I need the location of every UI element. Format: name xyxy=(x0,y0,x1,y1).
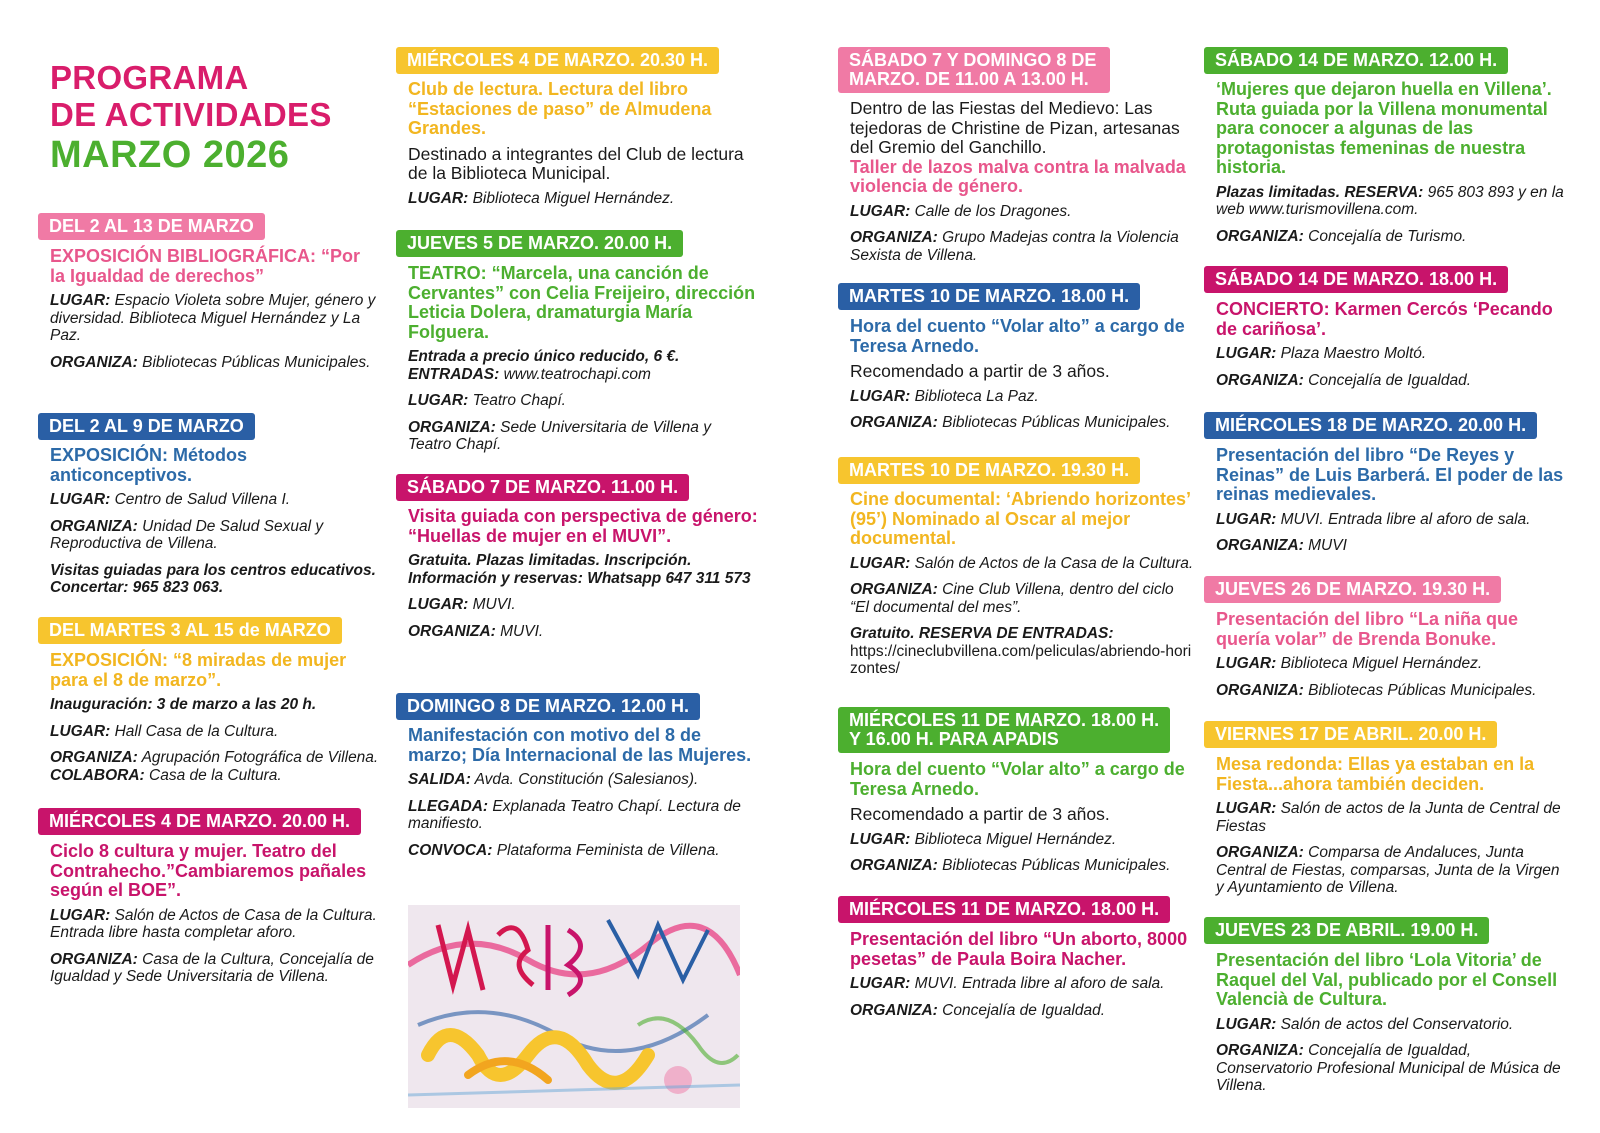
event-title: Hora del cuento “Volar alto” a cargo de Teresa Arnedo. xyxy=(850,759,1185,799)
event-place: LUGAR: Centro de Salud Villena I. xyxy=(50,491,291,508)
date-badge: SÁBADO 14 DE MARZO. 12.00 H. xyxy=(1204,47,1508,74)
event-block xyxy=(408,264,758,463)
event-organizer: ORGANIZA: Bibliotecas Públicas Municipales. xyxy=(50,353,371,371)
date-badge xyxy=(838,707,1170,753)
date-badge: MIÉRCOLES 11 DE MARZO. 18.00 H. xyxy=(838,896,1170,923)
title-line-2: DE ACTIVIDADES xyxy=(50,95,332,133)
event-place: LUGAR: Plaza Maestro Moltó. xyxy=(1216,345,1427,362)
event-place: LUGAR: Biblioteca La Paz. xyxy=(850,387,1039,405)
event-organizer: ORGANIZA: Casa de la Cultura, Concejalía de Igualdad y Sede Universitaria de Villena. xyxy=(50,950,374,985)
event-organizer: ORGANIZA: Concejalía de Turismo. xyxy=(1216,227,1467,245)
event-block xyxy=(850,930,1195,1028)
event-block xyxy=(50,842,380,995)
event-place: LUGAR: Hall Casa de la Cultura. xyxy=(50,722,279,740)
event-block xyxy=(850,99,1195,273)
event-place: LUGAR: Biblioteca Miguel Hernández. xyxy=(850,830,1117,848)
event-block xyxy=(1216,446,1566,564)
event-note: Inauguración: 3 de marzo a las 20 h. xyxy=(50,696,317,713)
event-place: LUGAR: Calle de los Dragones. xyxy=(850,202,1072,220)
event-reservation: Plazas limitadas. RESERVA: 965 803 893 y en la web www.turismovillena.com. xyxy=(1216,183,1564,218)
event-organizer: ORGANIZA: Unidad De Salud Sexual y Reproductiva de Villena. xyxy=(50,517,324,552)
page-title xyxy=(50,60,332,176)
event-title: Club de lectura. Lectura del libro “Estaciones de paso” de Almudena Grandes. xyxy=(408,79,712,138)
event-organizer: ORGANIZA: Bibliotecas Públicas Municipales. xyxy=(850,414,1171,431)
date-badge-line-1: MIÉRCOLES 11 DE MARZO. 18.00 H. xyxy=(849,710,1160,730)
event-place: LUGAR: Biblioteca Miguel Hernández. xyxy=(1216,655,1483,672)
event-title: Presentación del libro “Un aborto, 8000 pesetas” de Paula Boira Nacher. xyxy=(850,929,1188,969)
event-block xyxy=(50,651,380,793)
event-place: LUGAR: Espacio Violeta sobre Mujer, género y diversidad. Biblioteca Miguel Hernández y La Paz. xyxy=(50,292,376,344)
event-block xyxy=(1216,755,1566,906)
event-description: Recomendado a partir de 3 años. xyxy=(850,361,1110,381)
event-block xyxy=(1216,610,1566,708)
event-place: LUGAR: Teatro Chapí. xyxy=(408,392,566,409)
event-organizer: ORGANIZA: Agrupación Fotográfica de Villena. COLABORA: Casa de la Cultura. xyxy=(50,749,379,784)
event-title: EXPOSICIÓN: “8 miradas de mujer para el 8 de marzo”. xyxy=(50,650,347,690)
date-badge: MIÉRCOLES 4 DE MARZO. 20.30 H. xyxy=(396,47,719,74)
date-badge: MARTES 10 DE MARZO. 19.30 H. xyxy=(838,457,1140,484)
date-badge: DEL MARTES 3 AL 15 de MARZO xyxy=(38,617,342,644)
event-title: Ciclo 8 cultura y mujer. Teatro del Contrahecho.”Cambiaremos pañales según el BOE”. xyxy=(50,841,367,900)
event-title: CONCIERTO: Karmen Cercós ‘Pecando de cariñosa’. xyxy=(1216,299,1553,339)
event-block xyxy=(1216,951,1566,1104)
event-link[interactable]: https://cineclubvillena.com/peliculas/abriendo-horizontes/ xyxy=(850,642,1192,677)
event-place: LUGAR: Salón de actos del Conservatorio. xyxy=(1216,1015,1514,1033)
event-title: Taller de lazos malva contra la malvada violencia de género. xyxy=(850,156,1186,196)
date-badge: JUEVES 23 DE ABRIL. 19.00 H. xyxy=(1204,917,1489,944)
date-badge: DEL 2 AL 9 DE MARZO xyxy=(38,413,255,440)
date-badge: SÁBADO 7 Y DOMINGO 8 DE MARZO. DE 11.00 A 13.00 H. xyxy=(838,47,1110,93)
event-block xyxy=(408,507,758,649)
event-organizer: ORGANIZA: Comparsa de Andaluces, Junta Central de Fiestas, comparsas, Junta de la Virgen y Ayuntamiento de Villena. xyxy=(1216,844,1560,896)
graffiti-photo xyxy=(408,905,740,1108)
event-block xyxy=(1216,300,1566,398)
event-title: Hora del cuento “Volar alto” a cargo de Teresa Arnedo. xyxy=(850,316,1185,356)
event-organizer: ORGANIZA: Grupo Madejas contra la Violencia Sexista de Villena. xyxy=(850,229,1179,264)
date-badge: DEL 2 AL 13 DE MARZO xyxy=(38,213,265,240)
event-organizer: ORGANIZA: Concejalía de Igualdad. xyxy=(850,1001,1106,1019)
date-badge: JUEVES 26 DE MARZO. 19.30 H. xyxy=(1204,576,1501,603)
event-note: Gratuito. RESERVA DE ENTRADAS: xyxy=(850,625,1114,642)
event-title: ‘Mujeres que dejaron huella en Villena’. Ruta guiada por la Villena monumental para conocer a algunas de las protagonistas femeninas de nuestra historia. xyxy=(1216,79,1552,177)
event-block xyxy=(50,446,380,606)
event-title: EXPOSICIÓN BIBLIOGRÁFICA: “Por la Igualdad de derechos” xyxy=(50,246,361,286)
event-place: LUGAR: MUVI. Entrada libre al aforo de sala. xyxy=(850,975,1165,992)
event-block xyxy=(850,317,1195,441)
event-departure: SALIDA: Avda. Constitución (Salesianos). xyxy=(408,771,699,788)
date-badge: MIÉRCOLES 18 DE MARZO. 20.00 H. xyxy=(1204,412,1537,439)
date-badge: SÁBADO 7 DE MARZO. 11.00 H. xyxy=(396,474,689,501)
date-badge: MIÉRCOLES 4 DE MARZO. 20.00 H. xyxy=(38,808,361,835)
event-title: Presentación del libro “La niña que quería volar” de Brenda Bonuke. xyxy=(1216,609,1519,649)
date-badge: SÁBADO 14 DE MARZO. 18.00 H. xyxy=(1204,266,1508,293)
event-title: Cine documental: ‘Abriendo horizontes’ (95’) Nominado al Oscar al mejor documental. xyxy=(850,489,1191,548)
event-note: Gratuita. Plazas limitadas. Inscripción. Información y reservas: Whatsapp 647 311 573 xyxy=(408,552,751,587)
event-organizer: ORGANIZA: MUVI xyxy=(1216,537,1347,554)
event-arrival: LLEGADA: Explanada Teatro Chapí. Lectura de manifiesto. xyxy=(408,797,741,832)
date-badge: DOMINGO 8 DE MARZO. 12.00 H. xyxy=(396,693,700,720)
event-organizer: ORGANIZA: Cine Club Villena, dentro del ciclo “El documental del mes”. xyxy=(850,581,1174,616)
event-title: Mesa redonda: Ellas ya estaban en la Fiesta...ahora también deciden. xyxy=(1216,754,1535,794)
date-badge: JUEVES 5 DE MARZO. 20.00 H. xyxy=(396,230,683,257)
event-place: LUGAR: Salón de Actos de la Casa de la Cultura. xyxy=(850,554,1194,572)
event-place: LUGAR: Salón de actos de la Junta de Central de Fiestas xyxy=(1216,800,1561,835)
event-description: Destinado a integrantes del Club de lectura de la Biblioteca Municipal. xyxy=(408,143,744,183)
event-title: TEATRO: “Marcela, una canción de Cervantes” con Celia Freijeiro, dirección Leticia Dolera, dramaturgia María Folguera. xyxy=(408,263,756,342)
event-organizer: ORGANIZA: MUVI. xyxy=(408,622,544,640)
event-convener: CONVOCA: Plataforma Feminista de Villena. xyxy=(408,841,720,859)
event-place: LUGAR: MUVI. Entrada libre al aforo de sala. xyxy=(1216,510,1531,528)
event-note: Entrada a precio único reducido, 6 €. xyxy=(408,348,680,365)
event-description: Recomendado a partir de 3 años. xyxy=(850,804,1110,824)
event-title: Visita guiada con perspectiva de género: “Huellas de mujer en el MUVI”. xyxy=(408,506,758,546)
event-block xyxy=(1216,80,1566,254)
title-line-1: PROGRAMA xyxy=(50,59,249,96)
event-title: Presentación del libro “De Reyes y Reinas” de Luis Barberá. El poder de las reinas medievales. xyxy=(1216,445,1564,504)
event-block xyxy=(408,80,758,216)
event-organizer: ORGANIZA: Concejalía de Igualdad. xyxy=(1216,371,1472,389)
event-place: LUGAR: MUVI. xyxy=(408,596,516,613)
event-place: LUGAR: Salón de Actos de Casa de la Cultura. Entrada libre hasta completar aforo. xyxy=(50,906,377,941)
graffiti-art-image xyxy=(408,905,740,1108)
event-title: Manifestación con motivo del 8 de marzo; Día Internacional de las Mujeres. xyxy=(408,725,752,765)
date-badge: VIERNES 17 DE ABRIL. 20.00 H. xyxy=(1204,721,1497,748)
event-organizer: ORGANIZA: Bibliotecas Públicas Municipales. xyxy=(850,857,1171,874)
event-block xyxy=(408,726,758,868)
event-tickets: ENTRADAS: www.teatrochapi.com xyxy=(408,365,651,383)
event-block xyxy=(850,490,1195,687)
event-title: EXPOSICIÓN: Métodos anticonceptivos. xyxy=(50,445,248,485)
event-organizer: ORGANIZA: Bibliotecas Públicas Municipales. xyxy=(1216,681,1537,699)
title-line-3: MARZO 2026 xyxy=(50,133,290,176)
event-note: Visitas guiadas para los centros educativos. Concertar: 965 823 063. xyxy=(50,561,376,596)
date-badge-line-2: Y 16.00 H. PARA APADIS xyxy=(849,729,1059,749)
event-block xyxy=(850,760,1195,884)
date-badge: MARTES 10 DE MARZO. 18.00 H. xyxy=(838,283,1140,310)
event-description: Dentro de las Fiestas del Medievo: Las tejedoras de Christine de Pizan, artesanas del Gremio del Ganchillo. xyxy=(850,98,1180,157)
event-block xyxy=(50,247,380,380)
event-place: LUGAR: Biblioteca Miguel Hernández. xyxy=(408,189,675,207)
event-organizer: ORGANIZA: Concejalía de Igualdad, Conservatorio Profesional Municipal de Música de Villena. xyxy=(1216,1042,1561,1094)
event-organizer: ORGANIZA: Sede Universitaria de Villena y Teatro Chapí. xyxy=(408,418,711,453)
event-title: Presentación del libro ‘Lola Vitoria’ de Raquel del Val, publicado por el Consell Valencià de Cultura. xyxy=(1216,950,1558,1009)
